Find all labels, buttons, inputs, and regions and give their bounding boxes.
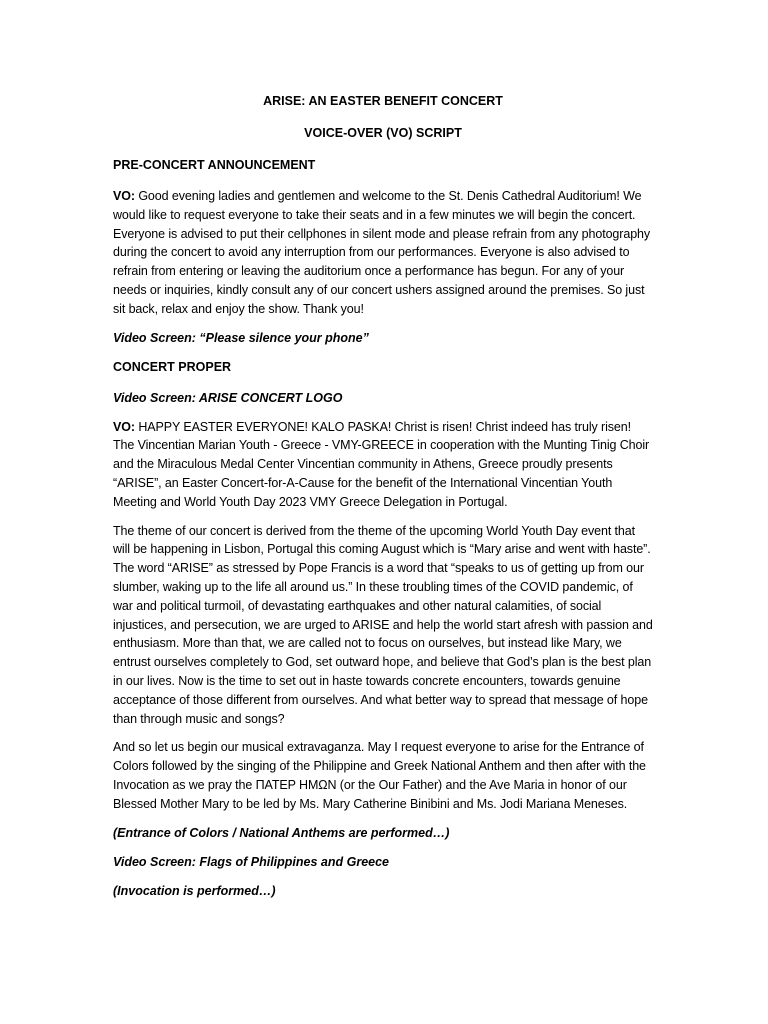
vo-paragraph-easter	[113, 418, 653, 512]
video-screen-logo: Video Screen: ARISE CONCERT LOGO	[113, 390, 343, 405]
vo-text: Good evening ladies and gentlemen and welcome to the St. Denis Cathedral Auditorium! We would like to request everyone to take their seats and in a few minutes we will begin the concert. Everyone is advised to put their cellphones in silent mode and please refrain from any photography during the concert to avoid any interruption from our performances. Everyone is also advised to refrain from entering or leaving the auditorium once a performance has begun. For any of your needs or inquiries, kindly consult any of our concert ushers assigned around the premises. So just sit back, relax and enjoy the show. Thank you!	[113, 189, 651, 316]
vo-label: VO:	[113, 189, 135, 203]
section-heading-concert-proper: CONCERT PROPER	[113, 359, 232, 374]
document-title: ARISE: AN EASTER BENEFIT CONCERT	[263, 94, 503, 108]
paragraph-theme: The theme of our concert is derived from the theme of the upcoming World Youth Day event that will be happening in Lisbon, Portugal this coming August which is “Mary arise and went with haste”. The word “ARISE” as stressed by Pope Francis is a word that “speaks to us of getting up from our slumber, waking up to the life all around us.” In these troubling times of the COVID pandemic, of war and political turmoil, of devastating earthquakes and other natural calamities, of social injustices, and persecution, we are urged to ARISE and help the world start afresh with passion and enthusiasm. More than that, we are called not to focus on ourselves, but instead like Mary, we entrust ourselves completely to God, set outward hope, and believe that God’s plan is the best plan in our lives. Now is the time to set out in haste towards concrete encounters, towards genuine acceptance of those different from ourselves. And what better way to spread that message of hope than through music and songs?	[113, 523, 653, 726]
section-heading-pre-concert: PRE-CONCERT ANNOUNCEMENT	[113, 158, 316, 172]
video-screen-silence-phone: Video Screen: “Please silence your phone”	[113, 330, 369, 345]
stage-direction-anthems: (Entrance of Colors / National Anthems are performed…)	[113, 825, 450, 840]
paragraph-begin: And so let us begin our musical extravaganza. May I request everyone to arise for the Entrance of Colors followed by the singing of the Philippine and Greek National Anthem and then after with the Invocation as we pray the ΠΑΤΕΡ ΗΜΩΝ (or the Our Father) and the Ave Maria in honor of our Blessed Mother Mary to be led by Ms. Mary Catherine Binibini and Ms. Jodi Mariana Meneses.	[113, 740, 646, 811]
vo-paragraph-welcome	[113, 187, 653, 319]
video-screen-flags: Video Screen: Flags of Philippines and Greece	[113, 854, 390, 869]
document-page	[113, 92, 653, 911]
stage-direction-invocation: (Invocation is performed…)	[113, 883, 276, 898]
vo-text: HAPPY EASTER EVERYONE! KALO PASKA! Christ is risen! Christ indeed has truly risen! The Vincentian Marian Youth - Greece - VMY-GREECE in cooperation with the Munting Tinig Choir and the Miraculous Medal Center Vincentian community in Athens, Greece proudly presents “ARISE”, an Easter Concert-for-A-Cause for the benefit of the International Vincentian Youth Meeting and World Youth Day 2023 VMY Greece Delegation in Portugal.	[113, 419, 650, 509]
vo-label: VO:	[113, 419, 135, 434]
document-subtitle: VOICE-OVER (VO) SCRIPT	[304, 126, 462, 140]
